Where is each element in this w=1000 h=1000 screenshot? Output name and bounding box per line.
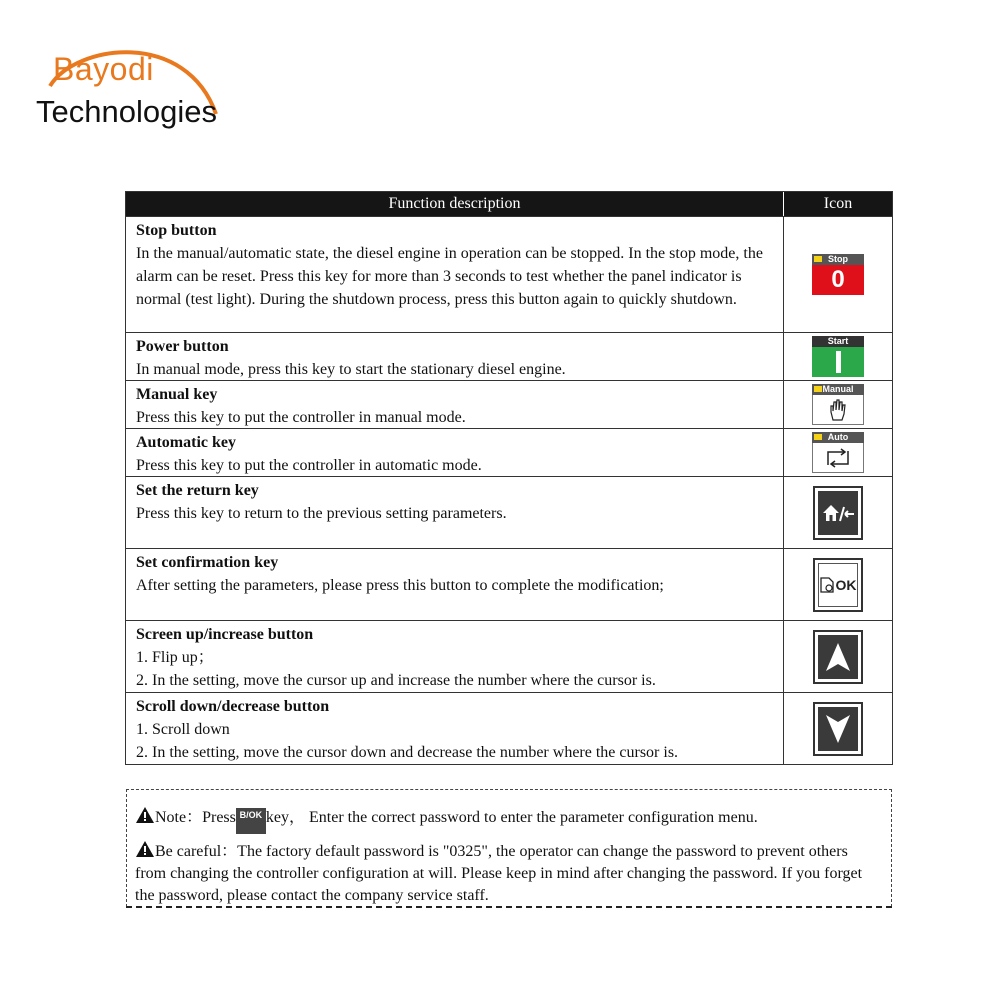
table-row <box>126 692 892 764</box>
row-description: In manual mode, press this key to start the stationary diesel engine. <box>136 361 566 378</box>
row-title: Automatic key <box>136 434 236 451</box>
warning-icon <box>135 840 155 858</box>
function-table <box>125 191 893 765</box>
row-title: Set the return key <box>136 482 259 499</box>
row-title: Manual key <box>136 386 218 403</box>
row-description: Press this key to put the controller in automatic mode. <box>136 457 482 474</box>
row-title: Scroll down/decrease button <box>136 698 330 715</box>
ok-key-inline-icon: B/OK <box>236 808 266 834</box>
row-description: 1. Flip up； <box>136 649 214 666</box>
row-title: Power button <box>136 338 229 355</box>
note-line: Note：Press B/OK key， Enter the correct password to enter the parameter configuration menu. <box>135 806 877 834</box>
stop-key-icon: Stop 0 <box>812 254 864 295</box>
header-icon: Icon <box>823 195 853 212</box>
logo-subtitle-text: Technologies <box>36 94 217 129</box>
row-title: Screen up/increase button <box>136 626 314 643</box>
auto-key-icon: Auto <box>812 432 864 473</box>
table-row <box>126 332 892 380</box>
confirm-ok-key-icon: OK <box>813 558 863 612</box>
row-title: Set confirmation key <box>136 554 279 571</box>
warning-icon <box>135 806 155 824</box>
row-description: In the manual/automatic state, the diesel engine in operation can be stopped. In the stop mode, the alarm can be reset. Press this key for more than 3 seconds to test whether the panel indicator is normal (test light). During the shutdown process, press this button again to quickly shutdown. <box>136 245 763 308</box>
home-back-icon <box>821 502 855 524</box>
row-description: 1. Scroll down <box>136 721 230 738</box>
down-triangle-icon <box>823 712 853 746</box>
table-row <box>126 428 892 476</box>
table-row <box>126 476 892 548</box>
down-arrow-key-icon <box>813 702 863 756</box>
company-logo <box>36 34 236 134</box>
row-description: Press this key to put the controller in manual mode. <box>136 409 466 426</box>
table-row <box>126 620 892 692</box>
header-function-description: Function description <box>126 192 784 216</box>
up-triangle-icon <box>823 640 853 674</box>
row-title: Stop button <box>136 222 217 239</box>
table-header <box>126 192 892 216</box>
caution-paragraph: Be careful：The factory default password is "0325", the operator can change the password to prevent others from changing the controller configuration at will. Please keep in mind after changing the password. If you forget the password, please contact the company service staff. <box>135 840 877 907</box>
row-description: Press this key to return to the previous setting parameters. <box>136 505 507 522</box>
logo-brand-text: Bayodi <box>53 51 154 87</box>
row-description: 2. In the setting, move the cursor down and decrease the number where the cursor is. <box>136 744 679 761</box>
note-bottom-border <box>126 906 892 908</box>
table-row <box>126 548 892 620</box>
row-description: After setting the parameters, please press this button to complete the modification; <box>136 577 664 594</box>
table-row <box>126 380 892 428</box>
start-key-icon: Start <box>812 336 864 377</box>
home-return-key-icon <box>813 486 863 540</box>
cycle-arrows-icon <box>824 447 852 469</box>
row-description: 2. In the setting, move the cursor up and increase the number where the cursor is. <box>136 672 656 689</box>
manual-key-icon: Manual <box>812 384 864 425</box>
note-box <box>126 789 892 907</box>
table-row <box>126 216 892 332</box>
up-arrow-key-icon <box>813 630 863 684</box>
document-icon <box>820 577 834 593</box>
hand-icon <box>827 398 849 422</box>
